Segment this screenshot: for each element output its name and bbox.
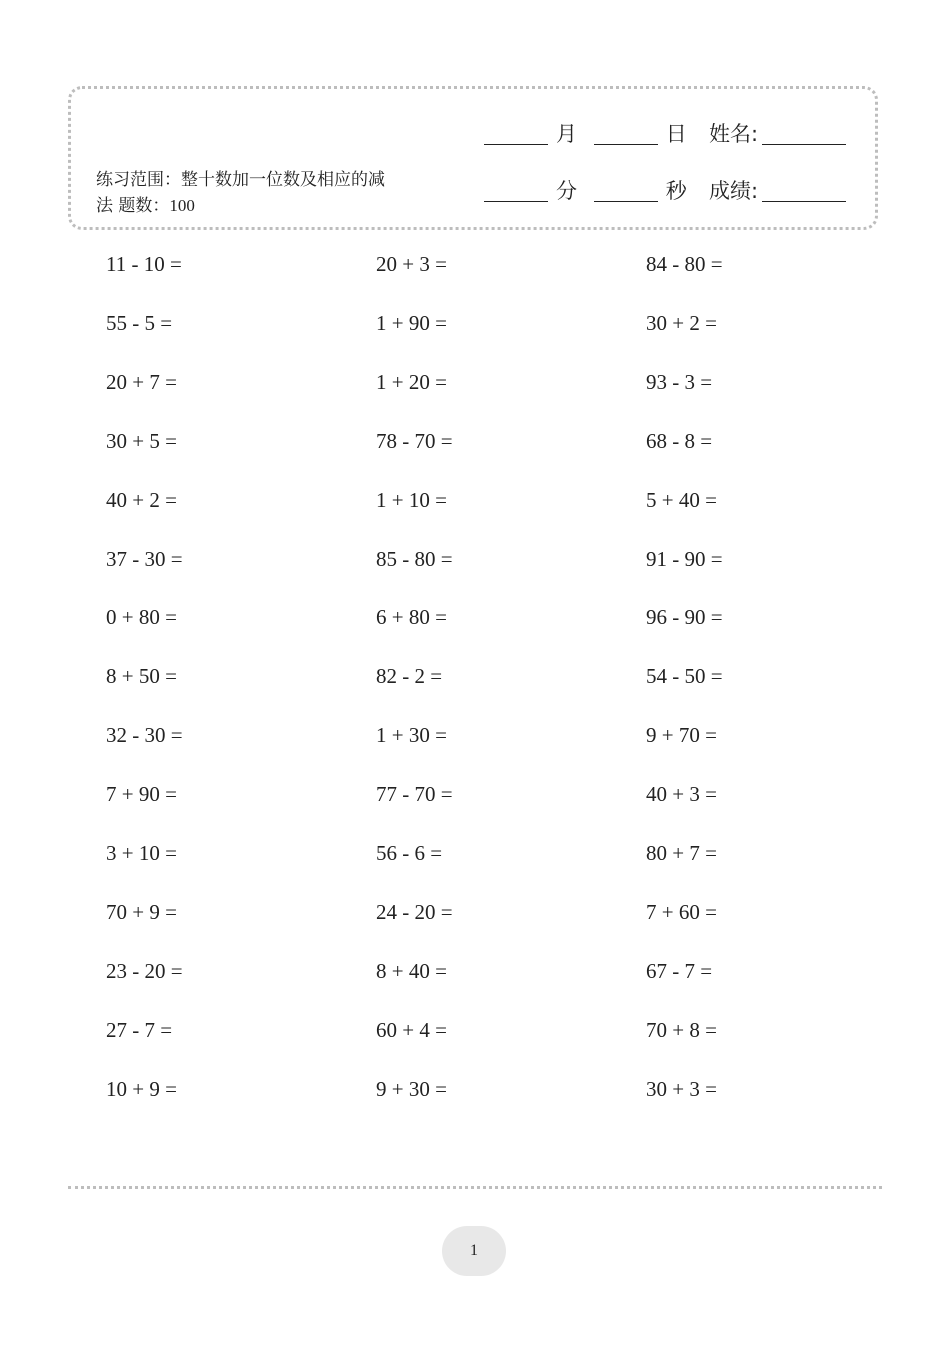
problem-item: 30 + 2 = bbox=[646, 310, 717, 335]
problem-item: 30 + 3 = bbox=[646, 1076, 717, 1101]
problem-item: 9 + 30 = bbox=[376, 1076, 447, 1101]
problem-item: 78 - 70 = bbox=[376, 428, 453, 453]
problem-item: 80 + 7 = bbox=[646, 841, 717, 865]
day-label: 日 bbox=[665, 122, 687, 146]
problem-item: 96 - 90 = bbox=[646, 605, 723, 630]
problem-item: 67 - 7 = bbox=[646, 958, 713, 983]
problem-item: 55 - 5 = bbox=[106, 310, 173, 335]
score-label: 成绩: bbox=[709, 179, 759, 203]
problem-item: 70 + 9 = bbox=[106, 899, 177, 924]
second-label: 秒 bbox=[665, 179, 687, 203]
problem-item: 23 - 20 = bbox=[106, 958, 183, 983]
footer-divider bbox=[68, 1186, 882, 1189]
problem-item: 11 - 10 = bbox=[106, 252, 182, 276]
range-label: 练习范围：整十数加一位数及相应的减法 bbox=[96, 170, 385, 216]
problem-item: 0 + 80 = bbox=[106, 605, 177, 630]
problem-item: 84 - 80 = bbox=[646, 252, 723, 276]
problem-item: 27 - 7 = bbox=[106, 1017, 173, 1042]
problem-item: 54 - 50 = bbox=[646, 664, 723, 689]
page-number: 1 bbox=[442, 1226, 506, 1276]
problem-item: 77 - 70 = bbox=[376, 782, 453, 807]
problem-item: 85 - 80 = bbox=[376, 546, 453, 571]
count-label: 题数： bbox=[118, 196, 170, 216]
name-label: 姓名: bbox=[709, 122, 759, 146]
problem-item: 20 + 7 = bbox=[106, 369, 177, 394]
problem-item: 1 + 10 = bbox=[376, 487, 447, 512]
problem-item: 37 - 30 = bbox=[106, 546, 183, 571]
problem-item: 9 + 70 = bbox=[646, 723, 717, 748]
problem-item: 1 + 90 = bbox=[376, 310, 447, 335]
problem-item: 3 + 10 = bbox=[106, 841, 177, 865]
problem-item: 6 + 80 = bbox=[376, 605, 447, 630]
month-label: 月 bbox=[556, 122, 577, 146]
problem-item: 8 + 40 = bbox=[376, 958, 447, 983]
problem-item: 24 - 20 = bbox=[376, 899, 453, 924]
problem-item: 20 + 3 = bbox=[376, 252, 447, 276]
problem-item: 82 - 2 = bbox=[376, 664, 443, 689]
problem-item: 7 + 60 = bbox=[646, 899, 717, 924]
problem-item: 5 + 40 = bbox=[646, 487, 717, 512]
problem-item: 40 + 2 = bbox=[106, 487, 177, 512]
problem-item: 56 - 6 = bbox=[376, 841, 443, 865]
problem-item: 68 - 8 = bbox=[646, 428, 713, 453]
problem-item: 32 - 30 = bbox=[106, 723, 183, 748]
problem-item: 7 + 90 = bbox=[106, 782, 177, 807]
problem-item: 1 + 30 = bbox=[376, 723, 447, 748]
count-value: 100 bbox=[169, 196, 195, 215]
problem-item: 1 + 20 = bbox=[376, 369, 447, 394]
problem-item: 60 + 4 = bbox=[376, 1017, 447, 1042]
problem-item: 93 - 3 = bbox=[646, 369, 713, 394]
problem-item: 91 - 90 = bbox=[646, 546, 723, 571]
problem-item: 70 + 8 = bbox=[646, 1017, 717, 1042]
problem-item: 40 + 3 = bbox=[646, 782, 717, 807]
problem-item: 30 + 5 = bbox=[106, 428, 177, 453]
problem-item: 10 + 9 = bbox=[106, 1076, 177, 1101]
minute-label: 分 bbox=[556, 179, 577, 203]
problem-item: 8 + 50 = bbox=[106, 664, 177, 689]
